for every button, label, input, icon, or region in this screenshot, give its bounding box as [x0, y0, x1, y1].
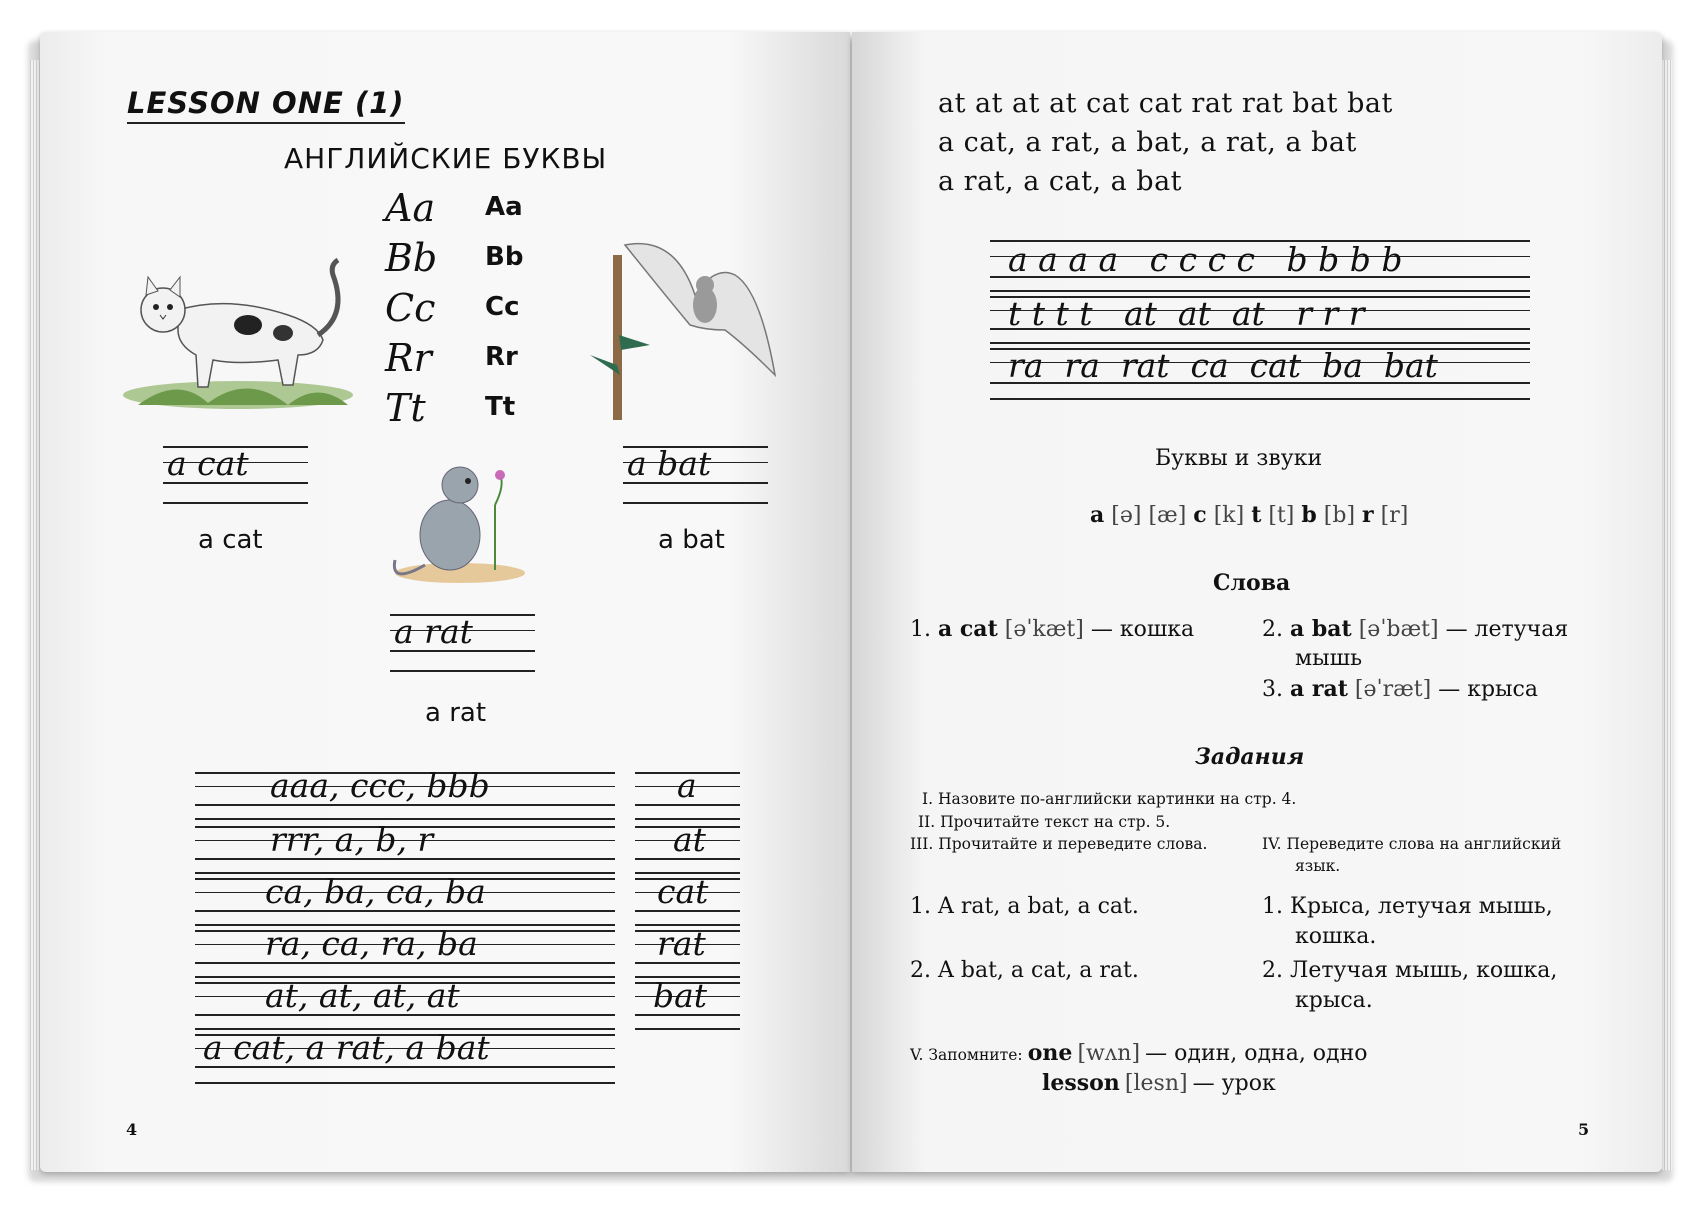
tasks-title: Задания — [1195, 744, 1305, 770]
caption-a-cat: a cat — [198, 525, 263, 555]
print-letter: Aa — [485, 192, 523, 222]
word-translation: — летучая — [1445, 617, 1569, 642]
print-letter: Tt — [485, 392, 516, 422]
cursive-practice-block — [990, 240, 1530, 400]
page-edges-right — [1662, 60, 1672, 1170]
word-ipa: [əˈræt] — [1354, 677, 1432, 702]
cursive-letter: Bb — [385, 236, 438, 280]
letter: b — [1301, 502, 1317, 528]
word: a rat — [1290, 676, 1348, 702]
letters-sounds-row — [1090, 502, 1408, 528]
task-4-cont: язык. — [1295, 857, 1341, 875]
exercise-right — [1262, 894, 1553, 919]
caption-a-bat: a bat — [658, 525, 725, 555]
remember-ipa: [lesn] — [1124, 1071, 1188, 1096]
letter: t — [1251, 502, 1262, 528]
sound: [b] — [1323, 503, 1356, 528]
ex-text: Летучая мышь, кошка, — [1290, 958, 1558, 983]
ex-num: 2. — [910, 958, 931, 983]
exercise-right — [1262, 958, 1557, 983]
word-translation-cont: мышь — [1295, 646, 1363, 671]
letter-row-r — [385, 336, 545, 384]
copybook-line: ca, ba, ca, ba — [265, 872, 486, 911]
reading-line: a rat, a cat, a bat — [938, 166, 1183, 197]
exercise-left — [910, 958, 1139, 983]
task-1: I. Назовите по-английски картинки на стр. 4. — [922, 790, 1297, 808]
remember-word: one — [1027, 1040, 1073, 1066]
ex-num: 1. — [1262, 894, 1283, 919]
word-item — [910, 616, 1194, 642]
cursive-letter: Cc — [385, 286, 436, 330]
reading-line: at at at at cat cat rat rat bat bat — [938, 88, 1393, 119]
letter-row-b — [385, 236, 545, 284]
cursive-letter: Rr — [385, 336, 432, 380]
sound: [r] — [1380, 503, 1409, 528]
word-ipa: [əˈbæt] — [1358, 617, 1439, 642]
page-number-left: 4 — [126, 1120, 138, 1139]
cursive-line: a a a a c c c c b b b b — [1008, 240, 1403, 279]
remember-word: lesson — [1042, 1070, 1120, 1096]
page-edges-left — [30, 60, 40, 1170]
copybook-line: rrr, a, b, r — [270, 820, 434, 859]
copybook-word: bat — [653, 976, 708, 1015]
word-num: 2. — [1262, 617, 1283, 642]
word-item — [1262, 616, 1568, 642]
reading-line: a cat, a rat, a bat, a rat, a bat — [938, 127, 1357, 158]
copybook-line: ra, ca, ra, ba — [265, 924, 478, 963]
remember-line-2 — [1042, 1070, 1276, 1096]
remember-ipa: [wʌn] — [1077, 1041, 1141, 1066]
handwriting-a-bat — [623, 446, 768, 506]
handwriting-text: a bat — [627, 444, 712, 483]
letter-row-a — [385, 186, 545, 234]
ex-num: 1. — [910, 894, 931, 919]
remember-translation: — урок — [1192, 1071, 1276, 1096]
ex-text: Крыса, летучая мышь, — [1290, 894, 1553, 919]
sound: [ə] [æ] — [1111, 503, 1187, 528]
handwriting-text: a cat — [167, 444, 249, 483]
remember-translation: — один, одна, одно — [1145, 1041, 1368, 1066]
letter: a — [1090, 502, 1105, 528]
copybook-word: a — [677, 766, 697, 805]
remember-label: V. Запомните: — [910, 1046, 1023, 1064]
letter-row-c — [385, 286, 545, 334]
print-letter: Bb — [485, 242, 524, 272]
cat-illustration — [118, 255, 353, 410]
word-translation: — крыса — [1438, 677, 1538, 702]
exercise-left — [910, 894, 1139, 919]
copybook-line: aaa, ccc, bbb — [270, 766, 490, 805]
page-number-right: 5 — [1578, 1120, 1590, 1139]
remember-line-1 — [910, 1040, 1368, 1066]
ex-text: A rat, a bat, a cat. — [938, 894, 1139, 919]
print-letter: Cc — [485, 292, 520, 322]
sound: [t] — [1268, 503, 1295, 528]
handwriting-a-rat — [390, 614, 535, 674]
copybook-line: at, at, at, at — [265, 976, 460, 1015]
task-3: III. Прочитайте и переведите слова. — [910, 835, 1208, 853]
cursive-line: t t t t at at at r r r — [1008, 294, 1365, 333]
copybook-line: a cat, a rat, a bat — [203, 1028, 490, 1067]
task-2: II. Прочитайте текст на стр. 5. — [918, 813, 1171, 831]
cursive-line: ra ra rat ca cat ba bat — [1008, 346, 1438, 385]
cursive-letter: Tt — [385, 386, 426, 430]
word: a cat — [938, 616, 998, 642]
caption-a-rat: a rat — [425, 698, 487, 728]
word: a bat — [1290, 616, 1352, 642]
task-4: IV. Переведите слова на английский — [1262, 835, 1562, 853]
print-letter: Rr — [485, 342, 518, 372]
letter: c — [1193, 502, 1207, 528]
handwriting-text: a rat — [394, 612, 473, 651]
word-translation: — кошка — [1090, 617, 1195, 642]
sound: [k] — [1213, 503, 1245, 528]
ex-text: A bat, a cat, a rat. — [938, 958, 1139, 983]
copybook-word: cat — [657, 872, 709, 911]
word-ipa: [əˈkæt] — [1004, 617, 1084, 642]
alphabet-title: АНГЛИЙСКИЕ БУКВЫ — [284, 142, 608, 175]
words-title: Слова — [1213, 570, 1291, 596]
ex-text-cont: кошка. — [1295, 924, 1377, 949]
copybook-word: at — [673, 820, 706, 859]
copybook-word: rat — [657, 924, 706, 963]
copybook-lines — [195, 766, 615, 1090]
cursive-letter: Aa — [385, 186, 436, 230]
lesson-title: LESSON ONE (1) — [127, 86, 405, 124]
letter: r — [1362, 502, 1374, 528]
right-page — [852, 32, 1662, 1172]
handwriting-a-cat — [163, 446, 308, 506]
rat-illustration — [390, 445, 540, 595]
word-item — [1262, 676, 1538, 702]
ex-num: 2. — [1262, 958, 1283, 983]
ex-text-cont: крыса. — [1295, 988, 1373, 1013]
word-num: 3. — [1262, 677, 1283, 702]
word-num: 1. — [910, 617, 931, 642]
bat-illustration — [585, 235, 805, 425]
letters-sounds-title: Буквы и звуки — [1155, 446, 1323, 471]
copybook-words — [635, 766, 740, 1032]
letter-row-t — [385, 386, 545, 434]
